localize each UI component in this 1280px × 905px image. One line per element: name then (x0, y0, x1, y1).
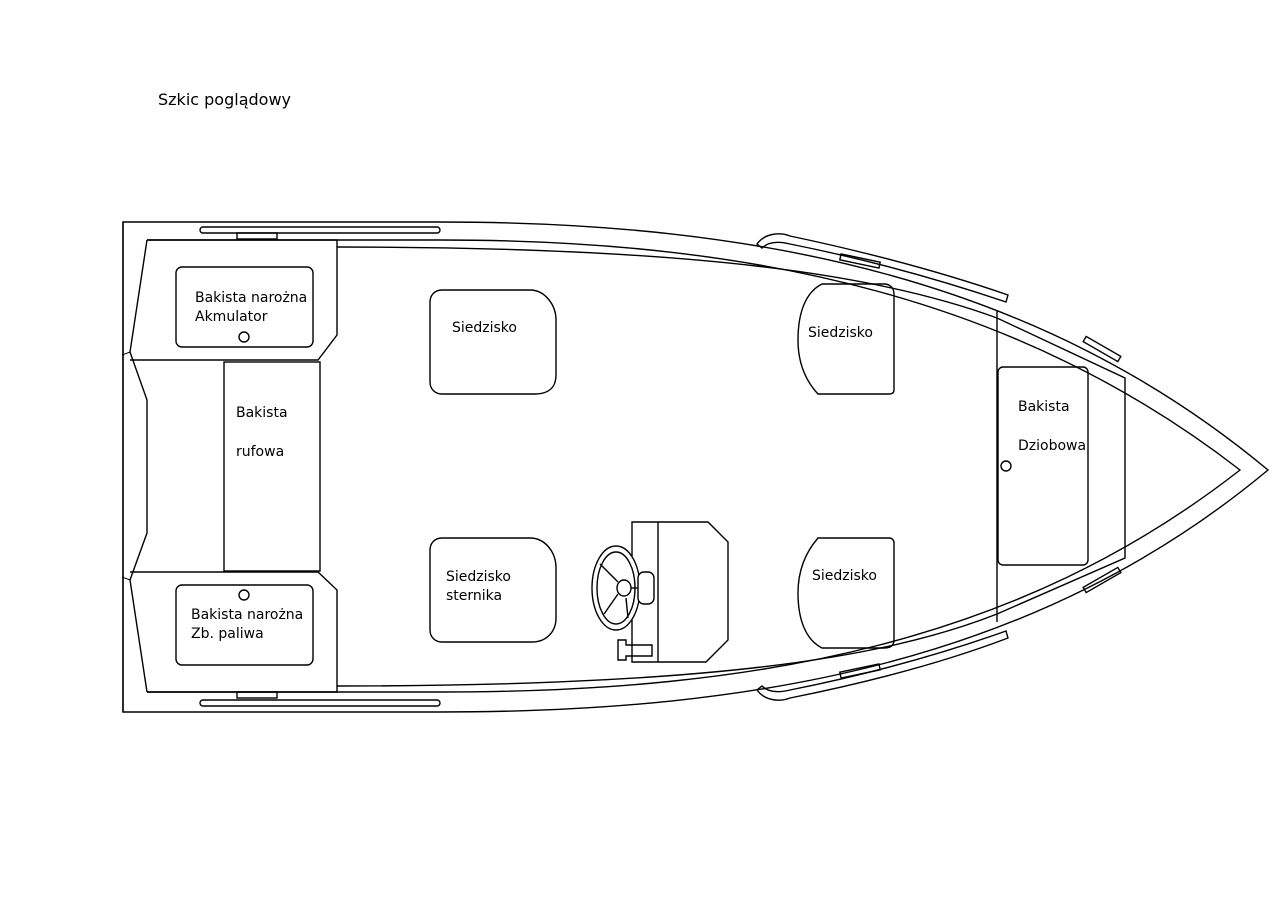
cleat-top (237, 233, 277, 239)
label-bow-locker-2: Dziobowa (1018, 438, 1087, 454)
stern-locker (224, 362, 320, 571)
stern-left-edge (130, 240, 147, 692)
rub-strip-top (200, 227, 440, 233)
rub-strip-bottom (200, 700, 440, 706)
label-seat-fwd-top: Siedzisko (808, 325, 873, 341)
rub-strip-bottom-curved (757, 631, 1008, 700)
gunwale-inner-line (147, 240, 1240, 692)
deck-outline (337, 247, 1125, 686)
label-corner-locker-fuel-2: Zb. paliwa (191, 626, 264, 642)
cleat-bow-top (1083, 336, 1121, 361)
label-corner-locker-battery-2: Akmulator (195, 309, 268, 325)
corner-locker-battery (176, 267, 313, 347)
seat-fwd-bottom (798, 538, 894, 648)
label-corner-locker-fuel-1: Bakista narożna (191, 607, 304, 623)
helm-throttle-box (618, 640, 652, 660)
label-stern-locker-2: rufowa (236, 444, 285, 460)
page-title: Szkic poglądowy (158, 90, 291, 109)
locker-latch (1001, 461, 1011, 471)
corner-locker-fuel (176, 585, 313, 665)
locker-latch (239, 590, 249, 600)
cleat-bottom (237, 692, 277, 698)
label-seat-fwd-bottom: Siedzisko (812, 568, 877, 584)
steering-wheel-icon (592, 546, 654, 630)
rub-strip-top-curved (757, 234, 1008, 302)
label-corner-locker-battery-1: Bakista narożna (195, 290, 308, 306)
locker-latch (239, 332, 249, 342)
label-seat-helm-2: sternika (446, 588, 503, 604)
label-seat-helm-1: Siedzisko (446, 569, 511, 585)
label-stern-locker-1: Bakista (236, 405, 288, 421)
label-bow-locker-1: Bakista (1018, 399, 1070, 415)
label-seat-aft-top: Siedzisko (452, 320, 517, 336)
seat-aft-top (430, 290, 556, 394)
